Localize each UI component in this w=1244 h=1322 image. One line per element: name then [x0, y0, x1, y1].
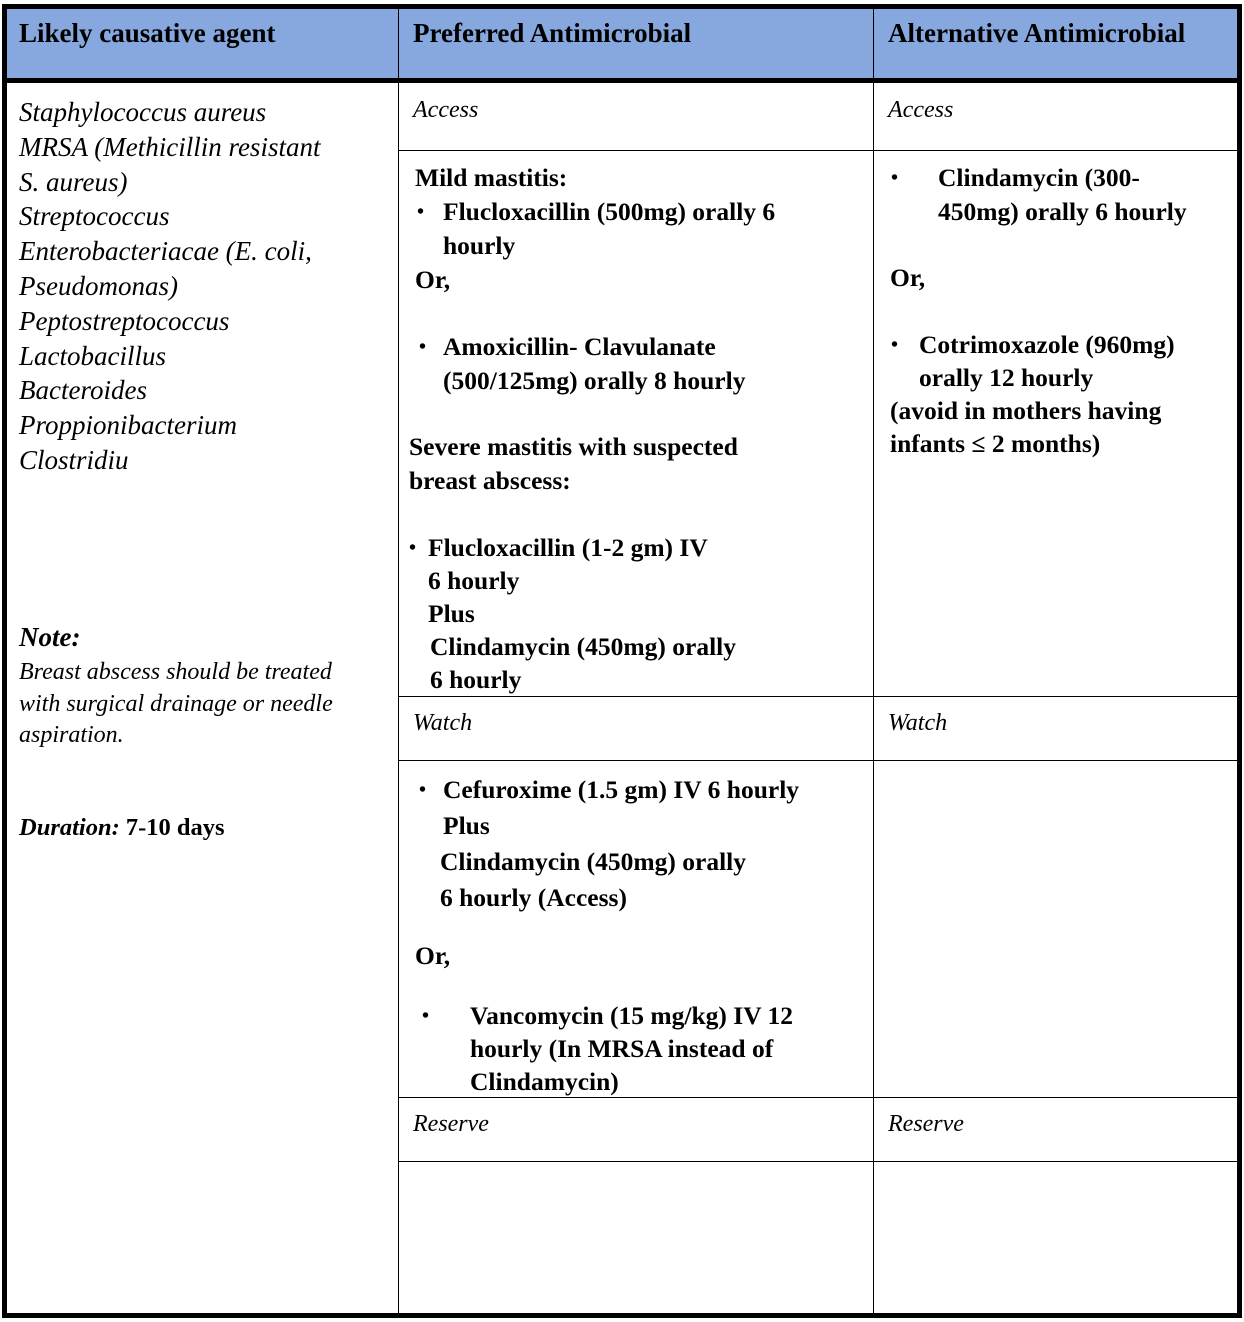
- bullet-icon: •: [891, 167, 899, 189]
- bullet-icon: •: [417, 201, 425, 223]
- mild-mastitis-heading: Mild mastitis:: [415, 163, 568, 192]
- note-line: Breast abscess should be treated: [19, 659, 332, 685]
- cotrimoxazole-line2: orally 12 hourly: [919, 363, 1094, 392]
- table-header: [7, 9, 1237, 83]
- causative-agents-list: [19, 95, 399, 478]
- row-divider-watch: [398, 760, 1237, 761]
- header-alternative-antimicrobial: Alternative Antimicrobial: [888, 18, 1186, 48]
- row-divider-access: [398, 150, 1237, 151]
- row-divider-reserve: [398, 1161, 1237, 1162]
- agent-item: Staphylococcus aureus: [19, 97, 267, 127]
- cotrimoxazole-line1: Cotrimoxazole (960mg): [919, 330, 1175, 359]
- agent-item: S. aureus): [19, 166, 128, 197]
- vancomycin-line3: Clindamycin): [470, 1067, 619, 1096]
- row-divider-watch-label: [398, 696, 1237, 697]
- flucloxacillin-iv-line3: Plus: [428, 599, 475, 628]
- tier-label-reserve-preferred: Reserve: [413, 1111, 489, 1137]
- agent-item: Enterobacteriacae (E. coli,: [19, 236, 312, 267]
- cefuroxime-line2: Plus: [443, 811, 490, 840]
- cefuroxime-line1: Cefuroxime (1.5 gm) IV 6 hourly: [443, 775, 800, 804]
- flucloxacillin-iv-line4: Clindamycin (450mg) orally: [430, 632, 736, 661]
- note-line: aspiration.: [19, 722, 124, 748]
- flucloxacillin-iv-line2: 6 hourly: [428, 566, 520, 595]
- cotrimoxazole-line3: (avoid in mothers having: [890, 396, 1162, 425]
- flucloxacillin-oral-line2: hourly: [443, 231, 516, 260]
- severe-mastitis-heading-line2: breast abscess:: [409, 466, 571, 495]
- antimicrobial-table: [2, 4, 1242, 1318]
- agent-item: Streptococcus: [19, 201, 170, 232]
- clindamycin-alt-line2: 450mg) orally 6 hourly: [938, 197, 1187, 226]
- note-line: with surgical drainage or needle: [19, 690, 333, 717]
- amoxicillin-clavulanate-line2: (500/125mg) orally 8 hourly: [443, 366, 746, 395]
- agent-item: Proppionibacterium: [19, 410, 237, 441]
- header-likely-causative-agent: Likely causative agent: [19, 18, 276, 48]
- duration-value: 7-10 days: [119, 814, 225, 841]
- vancomycin-line1: Vancomycin (15 mg/kg) IV 12: [470, 1001, 794, 1030]
- tier-label-access-alternative: Access: [888, 97, 954, 123]
- cotrimoxazole-line4: infants ≤ 2 months): [890, 429, 1101, 458]
- vancomycin-line2: hourly (In MRSA instead of: [470, 1034, 774, 1063]
- agent-item: Lactobacillus: [19, 340, 166, 371]
- header-preferred-antimicrobial: Preferred Antimicrobial: [413, 18, 692, 48]
- bullet-icon: •: [419, 779, 427, 801]
- cefuroxime-line4: 6 hourly (Access): [440, 883, 627, 912]
- bullet-icon: •: [422, 1005, 430, 1027]
- agent-item: MRSA (Methicillin resistant: [19, 131, 321, 162]
- or-separator: Or,: [415, 265, 451, 294]
- tier-label-watch-alternative: Watch: [888, 710, 948, 736]
- flucloxacillin-oral-line1: Flucloxacillin (500mg) orally 6: [443, 197, 776, 226]
- or-separator: Or,: [415, 941, 451, 970]
- note-heading: Note:: [19, 622, 81, 652]
- amoxicillin-clavulanate-line1: Amoxicillin- Clavulanate: [443, 332, 716, 361]
- agent-item: Clostridiu: [19, 444, 129, 475]
- severe-mastitis-heading-line1: Severe mastitis with suspected: [409, 432, 738, 461]
- or-separator: Or,: [890, 263, 926, 292]
- bullet-icon: •: [891, 334, 899, 356]
- cefuroxime-line3: Clindamycin (450mg) orally: [440, 847, 746, 876]
- duration: [19, 814, 225, 842]
- agent-item: Pseudomonas): [19, 270, 178, 301]
- column-divider-2: [873, 9, 874, 1313]
- duration-label: Duration:: [19, 814, 120, 841]
- tier-label-watch-preferred: Watch: [413, 710, 473, 736]
- agent-item: Peptostreptococcus: [19, 305, 230, 336]
- bullet-icon: •: [419, 336, 427, 358]
- agent-item: Bacteroides: [19, 375, 147, 406]
- flucloxacillin-iv-line1: Flucloxacillin (1-2 gm) IV: [428, 533, 708, 562]
- note-body: [19, 657, 394, 752]
- clindamycin-alt-line1: Clindamycin (300-: [938, 163, 1140, 192]
- tier-label-reserve-alternative: Reserve: [888, 1111, 964, 1137]
- flucloxacillin-iv-line5: 6 hourly: [430, 665, 522, 694]
- bullet-icon: •: [409, 537, 417, 559]
- tier-label-access-preferred: Access: [413, 97, 479, 123]
